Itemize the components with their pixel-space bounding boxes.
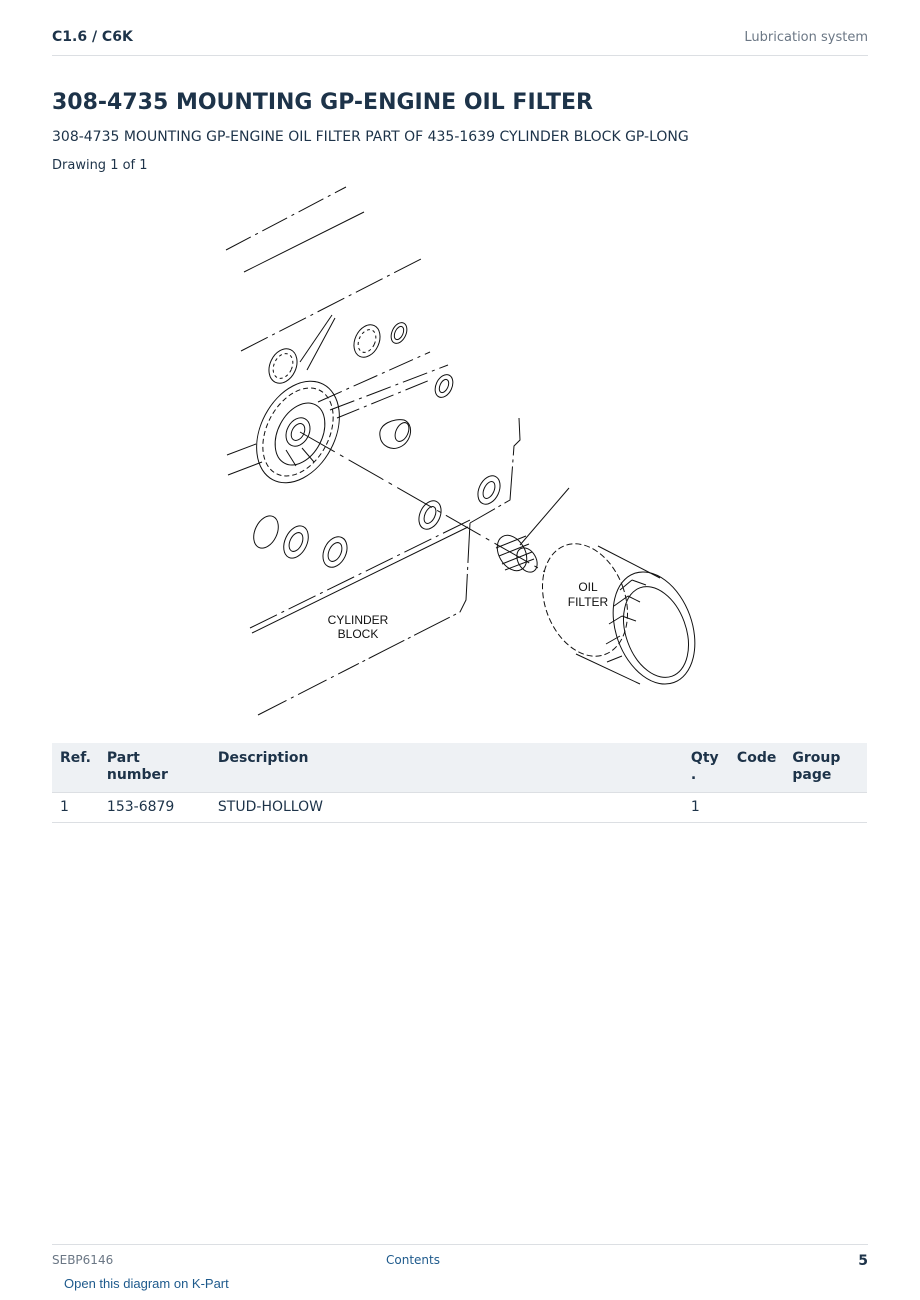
cell-group-page: [784, 793, 867, 823]
header-qty-line1: Qty: [690, 750, 719, 766]
cylinder-block-label: BLOCK: [337, 627, 379, 641]
hollow-stud-part: [491, 530, 541, 576]
mounting-hole: [432, 372, 457, 401]
block-edge-line: [300, 315, 332, 362]
section-label: Lubrication system: [744, 30, 868, 45]
cell-ref: 1: [60, 799, 69, 815]
filter-mount-flange: [240, 367, 356, 497]
assembly-axis-line: [300, 432, 545, 572]
block-outline-line: [226, 187, 346, 250]
model-label: C1.6 / C6K: [52, 29, 133, 45]
cell-code: [729, 793, 784, 823]
block-outline-line: [244, 212, 364, 272]
mounting-hole: [349, 321, 385, 362]
mounting-hole: [279, 522, 313, 562]
header-qty: [683, 743, 729, 793]
header-description: Description: [217, 750, 309, 766]
page-subtitle: 308-4735 MOUNTING GP-ENGINE OIL FILTER PART OF 435-1639 CYLINDER BLOCK GP-LONG: [52, 129, 689, 145]
mounting-hole: [388, 320, 410, 346]
block-outline-line: [241, 258, 423, 351]
mounting-hole: [318, 533, 351, 571]
mounting-hole: [264, 344, 303, 388]
open-kpart-link[interactable]: Open this diagram on K-Part: [64, 1276, 229, 1291]
oil-filter-label: FILTER: [567, 595, 609, 609]
cell-qty: 1: [690, 799, 700, 815]
header-group-page: [784, 743, 867, 793]
page-title: 308-4735 MOUNTING GP-ENGINE OIL FILTER: [52, 90, 593, 115]
header-group-page-line1: Group: [792, 750, 841, 766]
cell-part-number: 153-6879: [106, 799, 175, 815]
oval-slot: [380, 420, 411, 449]
header-qty-line2: .: [690, 767, 697, 783]
block-outline-line: [250, 520, 470, 628]
table-header-row: [52, 743, 867, 793]
block-edge-line: [307, 318, 335, 370]
cylinder-block-label: CYLINDER: [327, 613, 389, 627]
mounting-hole: [474, 472, 505, 508]
page-header: [52, 28, 868, 56]
parts-table: [52, 743, 867, 823]
mounting-hole: [249, 512, 283, 552]
oil-filter-part: [528, 532, 710, 696]
block-outline-line: [470, 418, 520, 523]
header-code: Code: [736, 750, 777, 766]
drawing-counter: Drawing 1 of 1: [52, 158, 148, 173]
page-footer: [52, 1244, 868, 1269]
mounting-hole: [415, 497, 446, 533]
document-id: SEBP6146: [52, 1253, 114, 1267]
header-group-page-line2: page: [792, 767, 832, 783]
page-number: 5: [858, 1253, 868, 1269]
contents-link[interactable]: Contents: [386, 1253, 440, 1267]
header-part-number: Part number: [106, 750, 168, 783]
oil-filter-label: OIL: [578, 580, 598, 594]
stud-leader-line: [520, 488, 569, 545]
header-ref: Ref.: [60, 750, 91, 766]
table-row: [52, 793, 867, 823]
cell-description: STUD-HOLLOW: [217, 799, 323, 815]
